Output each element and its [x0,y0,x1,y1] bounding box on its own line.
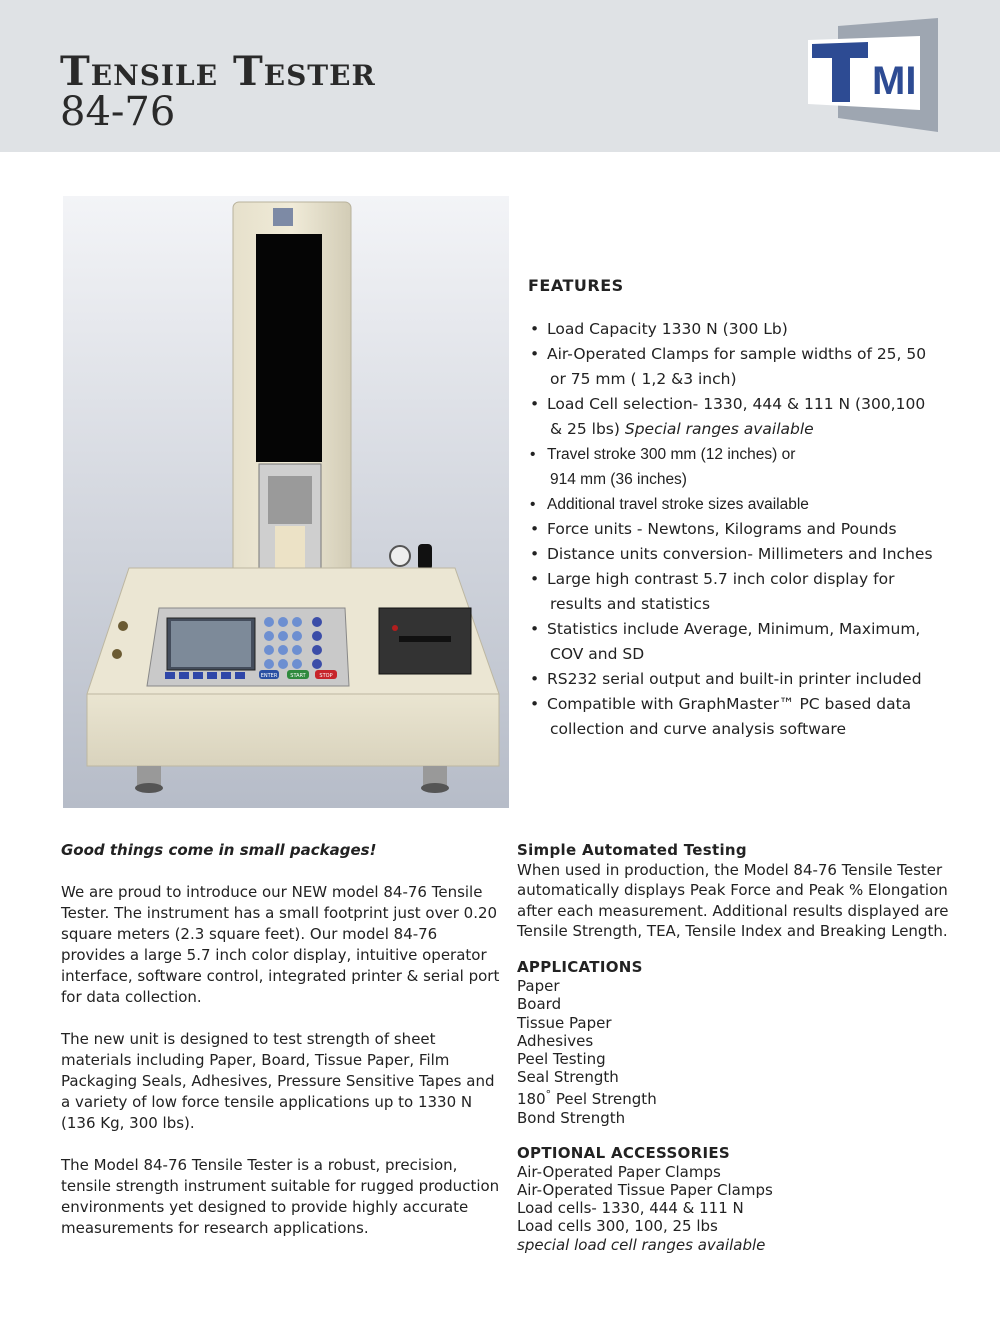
testing-heading: Simple Automated Testing [517,841,747,859]
list-item: Air-Operated Paper Clamps [517,1162,721,1181]
list-item: Adhesives [517,1031,594,1050]
applications-heading: APPLICATIONS [517,958,643,977]
intro-paragraph-1: We are proud to introduce our NEW model 84-76 Tensile Tester. The instrument has a small footprint just over 0.20 square meters (2.3 square feet). Our model 84-76 provides a large 5.7 inch color display, intuitive operator interface, software control, integrated printer & serial port for data collection. [61,883,500,1006]
feature-item: • Statistics include Average, Minimum, Maximum, COV and SD [528,617,968,667]
list-item: Seal Strength [517,1068,619,1087]
list-item: Load cells- 1330, 444 & 111 N [517,1199,744,1218]
feature-item: • Load Cell selection- 1330, 444 & 111 N (300,100 & 25 lbs) Special ranges available [528,392,968,442]
title-line-2: 84-76 [60,89,176,135]
page-title [60,48,376,135]
list-item: 180° Peel Strength [517,1088,657,1109]
applications-list [517,977,967,1127]
testing-text: When used in production, the Model 84-76 Tensile Tester automatically displays Peak Force and Peak % Elongation after each measurement. Additional results displayed are Tensile Strength, TEA, Tensile Index and Breaking Length. [517,861,949,940]
features-heading: FEATURES [528,276,624,295]
features-list [528,317,968,742]
list-item: Tissue Paper [517,1013,612,1032]
feature-item: • Large high contrast 5.7 inch color display for results and statistics [528,567,968,617]
logo-text-mi: MI [872,59,917,103]
intro-paragraph-2: The new unit is designed to test strength of sheet materials including Paper, Board, Tissue Paper, Film Packaging Seals, Adhesives, Pressure Sensitive Tapes and a variety of low force tensile applications up to 1330 N (136 Kg, 300 lbs). [61,1030,495,1132]
list-item: special load cell ranges available [517,1235,766,1254]
feature-item: • Compatible with GraphMaster™ PC based data collection and curve analysis software [528,692,968,742]
list-item: Bond Strength [517,1108,626,1127]
intro-paragraph-3: The Model 84-76 Tensile Tester is a robust, precision, tensile strength instrument suitable for rugged production environments yet designed to provide highly accurate measurements for research applications. [61,1156,500,1237]
key-enter-label: ENTER [260,673,278,679]
feature-item: • RS232 serial output and built-in printer included [528,667,968,692]
list-item: Board [517,995,562,1014]
key-start-label: START [290,673,306,679]
accessories-heading: OPTIONAL ACCESSORIES [517,1143,730,1162]
title-line-1: Tensile Tester [60,48,376,95]
tmi-logo [808,18,940,132]
list-item: Air-Operated Tissue Paper Clamps [517,1181,773,1200]
key-stop-label: STOP [319,673,333,679]
list-item: Load cells 300, 100, 25 lbs [517,1217,718,1236]
header-banner [0,0,1000,152]
feature-item: • Air-Operated Clamps for sample widths of 25, 50 or 75 mm ( 1,2 &3 inch) [528,342,968,392]
tagline: Good things come in small packages! [61,841,377,859]
feature-item: • Distance units conversion- Millimeters and Inches [528,542,968,567]
features-section [528,276,968,742]
intro-column [61,840,501,1260]
list-item: Paper [517,977,560,996]
feature-item: • Force units - Newtons, Kilograms and Pounds [528,517,968,542]
product-photo [63,196,509,808]
details-column [517,840,967,1270]
accessories-list [517,1163,967,1254]
feature-item: • Travel stroke 300 mm (12 inches) or 914 mm (36 inches) [528,442,968,492]
feature-item: • Additional travel stroke sizes available [528,492,968,517]
list-item: Peel Testing [517,1050,606,1068]
feature-item: • Load Capacity 1330 N (300 Lb) [528,317,968,342]
